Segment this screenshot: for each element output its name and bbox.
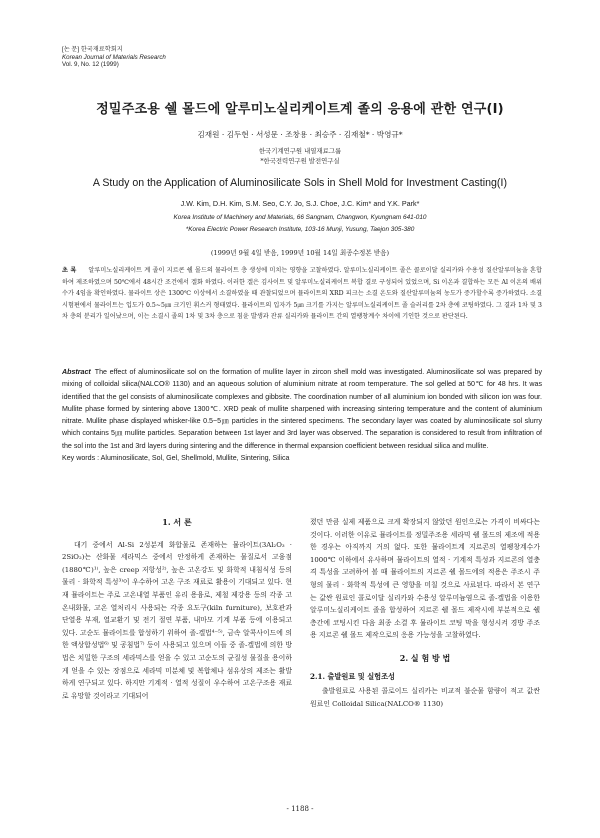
affiliation-en-1: Korea Institute of Machinery and Materials, 66 Sangnam, Changwon, Kyungnam 641-010: [173, 214, 427, 221]
affiliation-ko-1: 한국기계연구원 내열재료그룹: [258, 147, 342, 155]
abstract-english: [62, 366, 542, 464]
section-2-title: 2. 실 험 방 법: [399, 652, 451, 663]
body-column-left: [62, 516, 292, 702]
title-korean: 정밀주조용 쉘 몰드에 알루미노실리케이트계 졸의 응용에 관한 연구(Ⅰ): [96, 102, 504, 117]
body-column-right: [310, 516, 540, 710]
intro-paragraph-2: 졌던 만큼 실제 제품으로 크게 확장되지 않았던 원인으로는 가격이 비싸다는 것이다. 이러한 이유로 뮬라이트를 정밀주조용 세라믹 쉘 몰드의 제조에 적용한 경우는 아직까지 거의 없다. 또한 뮬라이트계 지르콘의 열팽창계수가 1000℃ 이하에서 유사하며 뮬라이트의 열적 · 기계적 특성과 지르콘의 열충격 특성을 고려하여 볼 때 뮬라이트의 지르콘 쉘 몰드에의 적용은 주조시 주형의 물리 · 화학적 특성에 큰 영향을 미칠 것으로 사료된다. 따라서 본 연구는 값싼 원료인 콜로이달 실리카와 수용성 알루미늄염으로 졸-겔법을 이용한 알루미노실리케이트 졸을 합성하여 지르콘 쉘 몰드 제작시에 부분적으로 쉘 층간에 코팅시킨 다음 최종 소결 후 뮬라이트 코팅 막을 형성시켜 경방 주조용 지르콘 쉘 몰드 제작으로의 응용 가능성을 고찰하였다.: [310, 518, 540, 640]
received-dates: (1999년 9월 4일 받음, 1999년 10월 14일 최종수정본 받음): [210, 249, 390, 257]
journal-header: [62, 46, 166, 69]
abstract-korean-label: 초 록: [62, 267, 77, 274]
abstract-english-text: The effect of aluminosilicate sol on the formation of mullite layer in zircon shell mold was investigated. Aluminosilicate sol was prepared by mixing of colloidal silica(NALCO® 1130) and an aqueous solution of aluminium nitrate at room temperature. The sol gelled at 50℃ for 48 hrs. It was identified that the gel consists of aluminosilicate complexes and gibbsite. The coordination number of all aluminium ion bonded with silicon ion was four. Mullite phase formed by sintering above 1300℃. XRD peak of mullite sharpened with increasing sintering temperature and the content of aluminium nitrate. Mullite phase displayed whisker-like 0.5~5㎛ particles in the sintered specimens. The secondary layer was coated by aluminosilicate sol slurry which contains 5㎛ mullite particles. Separation between 1st layer and 3rd layer was observed. The separation is considered to result from infiltration of the sol into the 1st and 3rd layers during sintering and the difference in thermal expansion coefficient between residual silica and mullite.: [62, 368, 542, 450]
keywords: Key words : Aluminosilicate, Sol, Gel, Shellmold, Mullite, Sintering, Silica: [62, 454, 290, 463]
affiliations-english: [0, 212, 600, 235]
abstract-korean-text: 알루미노실리케이트 계 졸이 지르콘 쉘 몰드의 뮬라이트 층 생성에 미치는 영향을 고찰하였다. 알루미노실리케이트 졸은 콜로이달 실리카와 수용성 질산알루미늄을 혼합하여 제조하였으며 50℃에서 48시간 조건에서 겔화 하였다. 이러한 겔은 김사이트 및 알루미노실리케이트 복합 결로 구성되어 있었으며, Si 이온과 결합하는 모든 Al 이온의 배위수가 4임을 확인하였다. 뮬라이트 상은 1300℃ 이상에서 소결하였을 때 관찰되었으며 뮬라이트의 XRD 피크는 소결 온도와 질산알루미늄의 농도가 증가할수록 증가하였다. 소결 시험편에서 뮬라이트는 입도가 0.5~5㎛ 크기인 휘스커 형태였다. 뮬라이트의 입자가 5㎛ 크기를 가지는 알루미노실리케이트 졸 슬러리를 2차 층에 코팅하였다. 그 결과 1차 및 3차 층의 분리가 일어났으며, 이는 소결시 졸의 1차 및 3차 층으로 침윤 발생과 잔류 실리카와 뮬라이트 간의 열팽창계수 차이에 기인한 것으로 판단된다.: [62, 267, 542, 321]
methods-paragraph-1: 출발원료로 사용된 콜로이드 실리카는 비교적 불순물 함량이 적고 값싼 원료인 Colloidal Silica(NALCO® 1130): [310, 687, 540, 708]
affiliation-ko-2: *한국전력연구원 발전연구실: [260, 157, 340, 165]
authors-english: J.W. Kim, D.H. Kim, S.M. Seo, C.Y. Jo, S.J. Choe, J.C. Kim* and Y.K. Park*: [180, 199, 420, 208]
section-1-title: 1. 서 론: [162, 517, 192, 527]
affiliation-en-2: *Korea Electric Power Research Institute, 103-16 Munji, Yusung, Taejon 305-380: [185, 225, 415, 233]
abstract-korean: [62, 265, 542, 323]
journal-name-ko: [논 문] 한국재료학회지: [62, 46, 123, 53]
authors-korean: 김재원 · 김두현 · 서성문 · 조창용 · 최승주 · 김재철* · 박영규*: [197, 130, 403, 139]
abstract-english-label: Abstract: [62, 368, 91, 376]
affiliations-korean: [0, 146, 600, 166]
title-english: A Study on the Application of Aluminosilicate Sols in Shell Mold for Investment Casting(Ⅰ): [92, 177, 508, 189]
intro-paragraph-1: 대기 중에서 Al-Si 2성분계 화합물로 존재하는 뮬라이트(3Al₂O₃ · 2SiO₂)는 산화물 세라믹스 중에서 안정하게 존재하는 물질로서 고융점(1880℃)¹⁾, 높은 creep 저항성²⁾, 높은 고온강도 및 화학적 내침식성 등의 물리 · 화학적 특성³⁾이 우수하여 고온 구조 재료로 활용이 기대되고 있다. 현재 뮬라이트는 주로 고온내열 부품인 유리 용융로, 제철 제강용 등의 각종 고온내화물, 고온 열처리시 사용되는 각종 요도구(kiln furniture), 보호관과 단열용 부재, 열교환기 및 전기 절연 부품, 내마모 기계 부품 등에 이용되고 있다. 고순도 뮬라이트를 합성하기 위하여 졸-겔법⁴⁻⁵⁾, 금속 알콕사이드에 의한 액상합성법⁶⁾ 및 공침법⁷⁾ 등이 사용되고 있으며 이들 중 졸-겔법에 의한 방법은 치밀한 구조의 세라믹스를 얻을 수 있고 고순도의 균질성 물질을 용이하게 얻을 수 있는 장점으로 세라믹 미분체 및 복합체나 섬유상의 제조는 활발하게 연구되고 있다. 하지만 기계적 · 열적 성질이 우수하여 고온구조용 재료로 유망할 것이라고 기대되어: [62, 540, 292, 700]
journal-volume: Vol. 9, No. 12 (1999): [62, 61, 119, 69]
section-2-1-title: 2.1. 출발원료 및 실험조성: [310, 671, 396, 681]
page-number: - 1188 -: [286, 805, 314, 813]
journal-name-en: Korean Journal of Materials Research: [62, 53, 166, 61]
